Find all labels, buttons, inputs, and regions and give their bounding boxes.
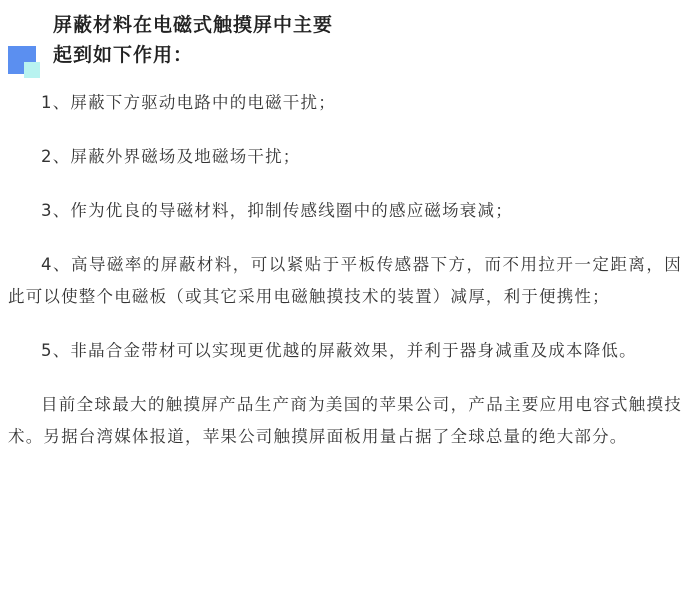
paragraph-summary: 目前全球最大的触摸屏产品生产商为美国的苹果公司，产品主要应用电容式触摸技术。另据台湾媒体报道，苹果公司触摸屏面板用量占据了全球总量的绝大部分。: [8, 395, 682, 446]
decorative-squares-icon: [8, 46, 44, 82]
paragraph-item-4: 4、高导磁率的屏蔽材料，可以紧贴于平板传感器下方，而不用拉开一定距离，因此可以使整个电磁板（或其它采用电磁触摸技术的装置）减厚，利于便携性；: [8, 255, 682, 306]
title-line-2: 起到如下作用：: [53, 44, 194, 66]
paragraph-item-5: 5、非晶合金带材可以实现更优越的屏蔽效果，并利于器身减重及成本降低。: [41, 341, 637, 360]
paragraph-item-1: 1、屏蔽下方驱动电路中的电磁干扰；: [41, 93, 336, 112]
paragraph-item-2: 2、屏蔽外界磁场及地磁场干扰；: [41, 147, 301, 166]
article-body: [8, 87, 682, 475]
title-line-1: 屏蔽材料在电磁式触摸屏中主要: [53, 14, 334, 36]
cyan-square-icon: [24, 62, 40, 78]
paragraph-item-3: 3、作为优良的导磁材料，抑制传感线圈中的感应磁场衰减；: [41, 201, 513, 220]
section-title: [53, 10, 333, 70]
section-header: [8, 10, 668, 80]
